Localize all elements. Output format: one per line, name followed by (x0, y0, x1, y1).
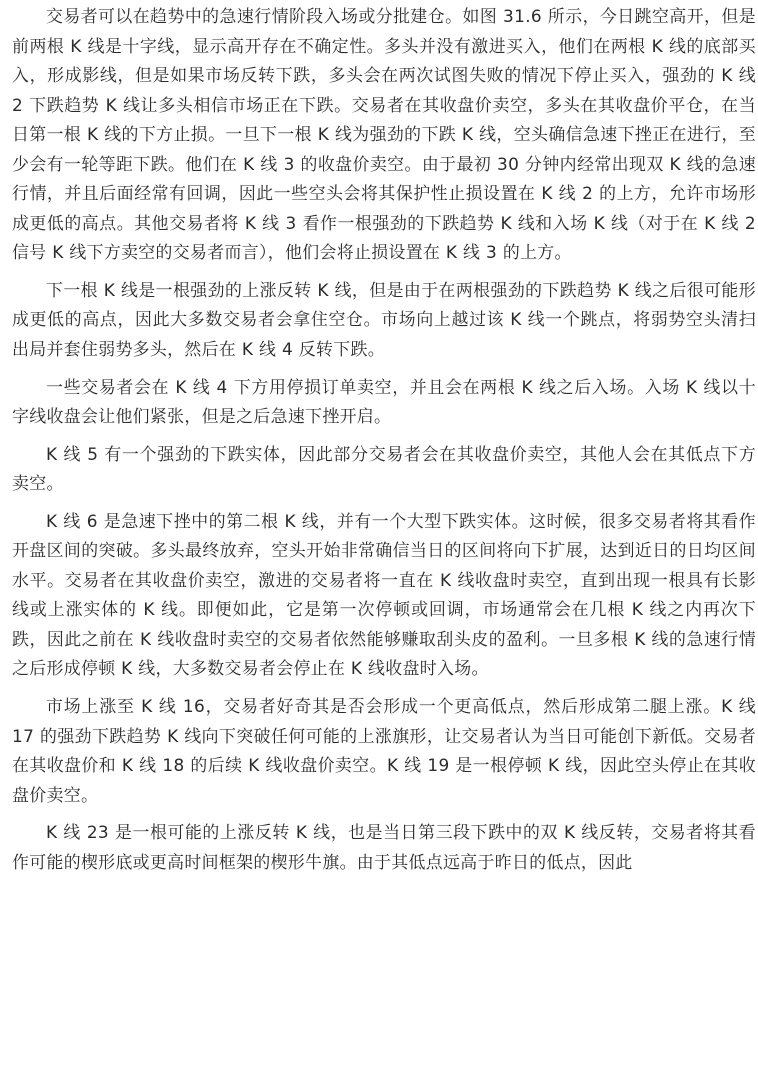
paragraph-3: 一些交易者会在 K 线 4 下方用停损订单卖空，并且会在两根 K 线之后入场。入场 K 线以十字线收盘会让他们紧张，但是之后急速下挫开启。 (12, 376, 756, 427)
paragraph-2: 下一根 K 线是一根强劲的上涨反转 K 线，但是由于在两根强劲的下跌趋势 K 线之后很可能形成更低的高点，因此大多数交易者会拿住空仓。市场向上越过该 K 线一个跳点，将弱势空头清扫出局并套住弱势多头，然后在 K 线 4 反转下跌。 (12, 279, 756, 360)
paragraph-1: 交易者可以在趋势中的急速行情阶段入场或分批建仓。如图 31.6 所示，今日跳空高开，但是前两根 K 线是十字线，显示高开存在不确定性。多头并没有激进买入，他们在两根 K 线的底部买入，形成影线，但是如果市场反转下跌，多头会在两次试图失败的情况下停止买入，强劲的 K 线 2 下跌趋势 K 线让多头相信市场正在下跌。交易者在其收盘价卖空，多头在其收盘价平仓，在当日第一根 K 线的下方止损。一旦下一根 K 线为强劲的下跌 K 线，空头确信急速下挫正在进行，至少会有一轮等距下跌。他们在 K 线 3 的收盘价卖空。由于最初 30 分钟内经常出现双 K 线的急速行情，并且后面经常有回调，因此一些空头会将其保护性止损设置在 K 线 2 的上方，允许市场形成更低的高点。其他交易者将 K 线 3 看作一根强劲的下跌趋势 K 线和入场 K 线（对于在 K 线 2 信号 K 线下方卖空的交易者而言），他们会将止损设置在 K 线 3 的上方。 (12, 6, 756, 263)
paragraph-6: 市场上涨至 K 线 16，交易者好奇其是否会形成一个更高低点，然后形成第二腿上涨。K 线 17 的强劲下跌趋势 K 线向下突破任何可能的上涨旗形，让交易者认为当日可能创下新低。交易者在其收盘价和 K 线 18 的后续 K 线收盘价卖空。K 线 19 是一根停顿 K 线，因此空头停止在其收盘价卖空。 (12, 696, 756, 805)
paragraph-4: K 线 5 有一个强劲的下跌实体，因此部分交易者会在其收盘价卖空，其他人会在其低点下方卖空。 (12, 443, 756, 494)
paragraph-5: K 线 6 是急速下挫中的第二根 K 线，并有一个大型下跌实体。这时候，很多交易者将其看作开盘区间的突破。多头最终放弃，空头开始非常确信当日的区间将向下扩展，达到近日的日均区间水平。交易者在其收盘价卖空，激进的交易者将一直在 K 线收盘时卖空，直到出现一根具有长影线或上涨实体的 K 线。即便如此，它是第一次停顿或回调，市场通常会在几根 K 线之内再次下跌，因此之前在 K 线收盘时卖空的交易者依然能够赚取刮头皮的盈利。一旦多根 K 线的急速行情之后形成停顿 K 线，大多数交易者会停止在 K 线收盘时入场。 (12, 510, 756, 679)
paragraph-7: K 线 23 是一根可能的上涨反转 K 线，也是当日第三段下跌中的双 K 线反转，交易者将其看作可能的楔形底或更高时间框架的楔形牛旗。由于其低点远高于昨日的低点，因此 (12, 822, 756, 872)
book-page (12, 0, 756, 1074)
